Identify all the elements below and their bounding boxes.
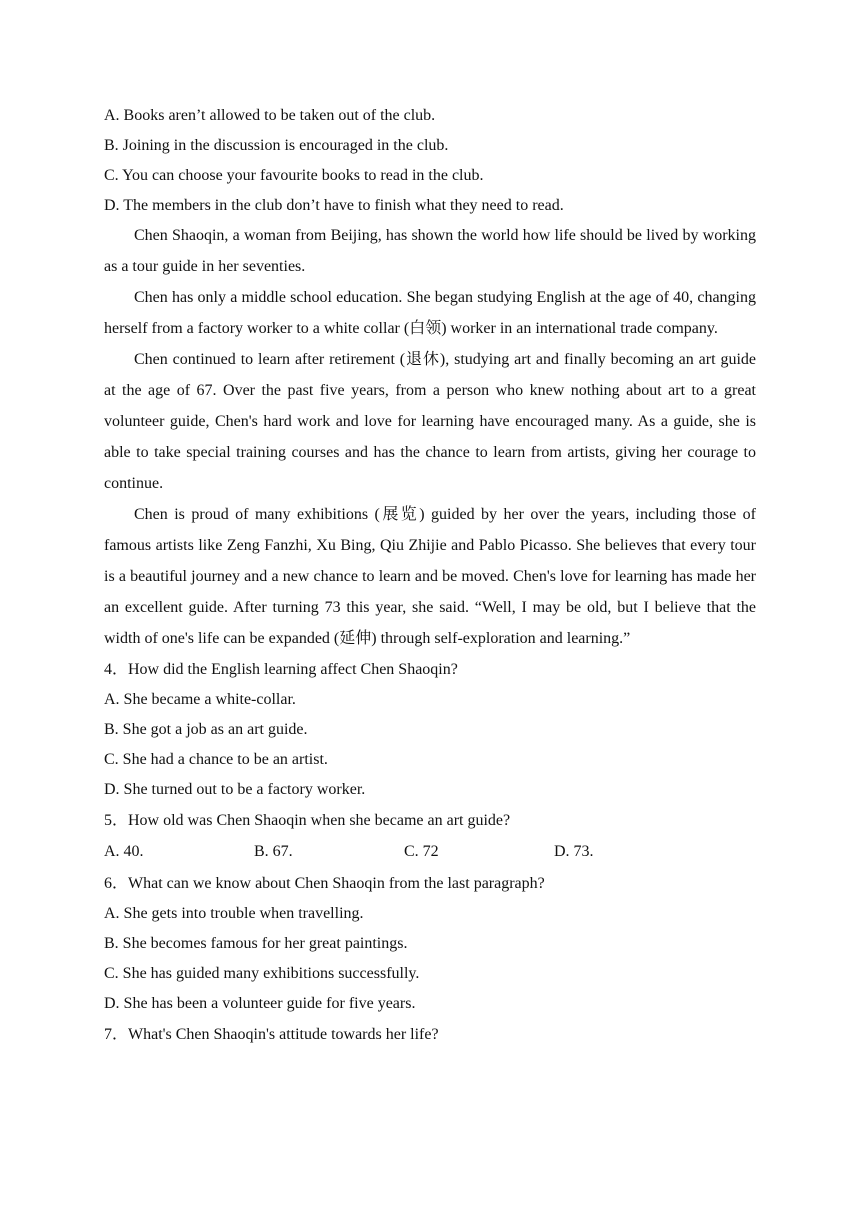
q6-option-c: C. She has guided many exhibitions successfully. xyxy=(104,965,420,982)
q3-option-c: C. You can choose your favourite books to read in the club. xyxy=(104,167,484,184)
q4-option-d: D. She turned out to be a factory worker. xyxy=(104,781,366,798)
q3-option-d: D. The members in the club don’t have to finish what they need to read. xyxy=(104,197,564,214)
q4-option-c: C. She had a chance to be an artist. xyxy=(104,751,328,768)
q6-option-b: B. She becomes famous for her great paintings. xyxy=(104,935,408,952)
q6-option-a: A. She gets into trouble when travelling. xyxy=(104,905,364,922)
q5-option-d: D. 73. xyxy=(554,843,594,860)
q3-option-b: B. Joining in the discussion is encouraged in the club. xyxy=(104,137,449,154)
q5-options-row xyxy=(104,836,756,868)
q7-stem: 7．What's Chen Shaoqin's attitude towards her life? xyxy=(104,1026,439,1043)
q5-option-c: C. 72 xyxy=(404,843,439,860)
q6-stem: 6．What can we know about Chen Shaoqin from the last paragraph? xyxy=(104,875,545,892)
document-page xyxy=(104,101,756,1050)
passage-paragraph-4: Chen is proud of many exhibitions (展览) guided by her over the years, including those of famous artists like Zeng Fanzhi, Xu Bing, Qiu Zhijie and Pablo Picasso. She believes that every tour is a beautiful journey and a new chance to learn and be moved. Chen's love for learning has made her an excellent guide. After turning 73 this year, she said. “Well, I may be old, but I believe that the width of one's life can be expanded (延伸) through self-exploration and learning.” xyxy=(104,506,756,647)
q5-stem: 5．How old was Chen Shaoqin when she became an art guide? xyxy=(104,812,511,829)
q3-option-a: A. Books aren’t allowed to be taken out of the club. xyxy=(104,107,436,124)
q4-option-a: A. She became a white-collar. xyxy=(104,691,296,708)
q5-option-b: B. 67. xyxy=(254,843,293,860)
q5-option-a: A. 40. xyxy=(104,843,144,860)
passage-paragraph-2: Chen has only a middle school education. She began studying English at the age of 40, changing herself from a factory worker to a white collar (白领) worker in an international trade company. xyxy=(104,289,756,337)
passage-paragraph-3: Chen continued to learn after retirement (退休), studying art and finally becoming an art guide at the age of 67. Over the past five years, from a person who knew nothing about art to a great volunteer guide, Chen's hard work and love for learning have encouraged many. As a guide, she is able to take special training courses and has the chance to learn from artists, giving her courage to continue. xyxy=(104,351,756,492)
q4-option-b: B. She got a job as an art guide. xyxy=(104,721,308,738)
passage-paragraph-1: Chen Shaoqin, a woman from Beijing, has shown the world how life should be lived by working as a tour guide in her seventies. xyxy=(104,227,756,275)
q6-option-d: D. She has been a volunteer guide for five years. xyxy=(104,995,416,1012)
q4-stem: 4．How did the English learning affect Chen Shaoqin? xyxy=(104,661,458,678)
